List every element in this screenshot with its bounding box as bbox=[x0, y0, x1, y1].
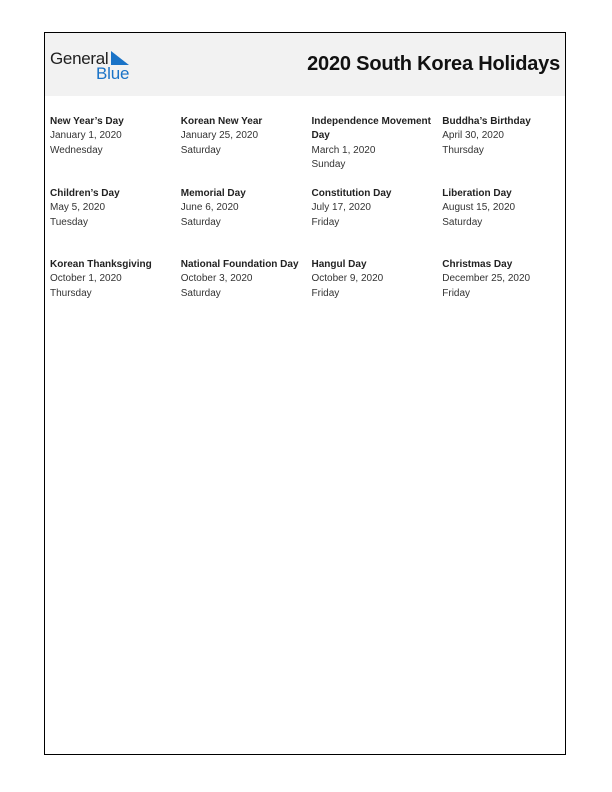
holiday-weekday: Sunday bbox=[311, 158, 346, 170]
holiday-date: March 1, 2020 bbox=[311, 144, 376, 156]
holiday-name: New Year’s Day bbox=[50, 116, 124, 127]
holiday-item bbox=[50, 115, 181, 187]
holiday-item bbox=[50, 187, 181, 258]
holiday-item bbox=[181, 258, 312, 329]
holiday-name: Independence Movement Day bbox=[311, 116, 431, 142]
holiday-weekday: Tuesday bbox=[50, 216, 88, 228]
holiday-weekday: Thursday bbox=[442, 144, 484, 156]
holiday-weekday: Thursday bbox=[50, 287, 92, 299]
holiday-name: Liberation Day bbox=[442, 188, 512, 199]
calendar-page bbox=[44, 32, 566, 755]
holiday-name: Korean Thanksgiving bbox=[50, 259, 152, 270]
holiday-row bbox=[50, 115, 565, 187]
holiday-item bbox=[442, 115, 573, 187]
holiday-weekday: Saturday bbox=[180, 216, 221, 228]
holiday-name: Korean New Year bbox=[180, 116, 263, 127]
holiday-item bbox=[181, 115, 312, 187]
holiday-grid bbox=[50, 115, 565, 329]
holiday-row bbox=[50, 258, 565, 329]
holiday-date: October 9, 2020 bbox=[311, 273, 384, 285]
holiday-name: Memorial Day bbox=[180, 188, 246, 199]
holiday-weekday: Friday bbox=[311, 216, 340, 228]
logo-word-general: General bbox=[50, 49, 109, 68]
logo-word-blue: Blue bbox=[96, 64, 130, 83]
holiday-item bbox=[442, 258, 573, 329]
holiday-name: Christmas Day bbox=[442, 259, 513, 270]
holiday-date: April 30, 2020 bbox=[442, 130, 504, 142]
holiday-date: August 15, 2020 bbox=[442, 202, 516, 214]
generalblue-logo bbox=[50, 49, 140, 83]
holiday-name: Buddha’s Birthday bbox=[442, 116, 531, 127]
holiday-item bbox=[312, 258, 443, 329]
holiday-item bbox=[312, 187, 443, 258]
holiday-item bbox=[181, 187, 312, 258]
holiday-date: December 25, 2020 bbox=[442, 273, 531, 285]
holiday-weekday: Wednesday bbox=[50, 144, 103, 156]
holiday-weekday: Saturday bbox=[442, 216, 483, 228]
holiday-name: National Foundation Day bbox=[180, 259, 299, 270]
holiday-item bbox=[312, 115, 443, 187]
page-header bbox=[45, 33, 565, 96]
holiday-date: June 6, 2020 bbox=[180, 202, 239, 214]
holiday-date: January 25, 2020 bbox=[180, 130, 259, 142]
holiday-date: October 1, 2020 bbox=[50, 273, 122, 285]
holiday-date: July 17, 2020 bbox=[311, 202, 371, 214]
holiday-date: January 1, 2020 bbox=[50, 130, 122, 142]
holiday-weekday: Saturday bbox=[180, 287, 221, 299]
holiday-row bbox=[50, 187, 565, 258]
holiday-date: October 3, 2020 bbox=[180, 273, 253, 285]
holiday-weekday: Saturday bbox=[180, 144, 221, 156]
holiday-name: Children’s Day bbox=[50, 188, 120, 199]
page-title: 2020 South Korea Holidays bbox=[307, 53, 560, 75]
holiday-item bbox=[50, 258, 181, 329]
holiday-item bbox=[442, 187, 573, 258]
holiday-weekday: Friday bbox=[442, 287, 471, 299]
holiday-date: May 5, 2020 bbox=[50, 202, 106, 214]
holiday-weekday: Friday bbox=[311, 287, 340, 299]
holiday-name: Hangul Day bbox=[311, 259, 367, 270]
holiday-name: Constitution Day bbox=[311, 188, 392, 199]
